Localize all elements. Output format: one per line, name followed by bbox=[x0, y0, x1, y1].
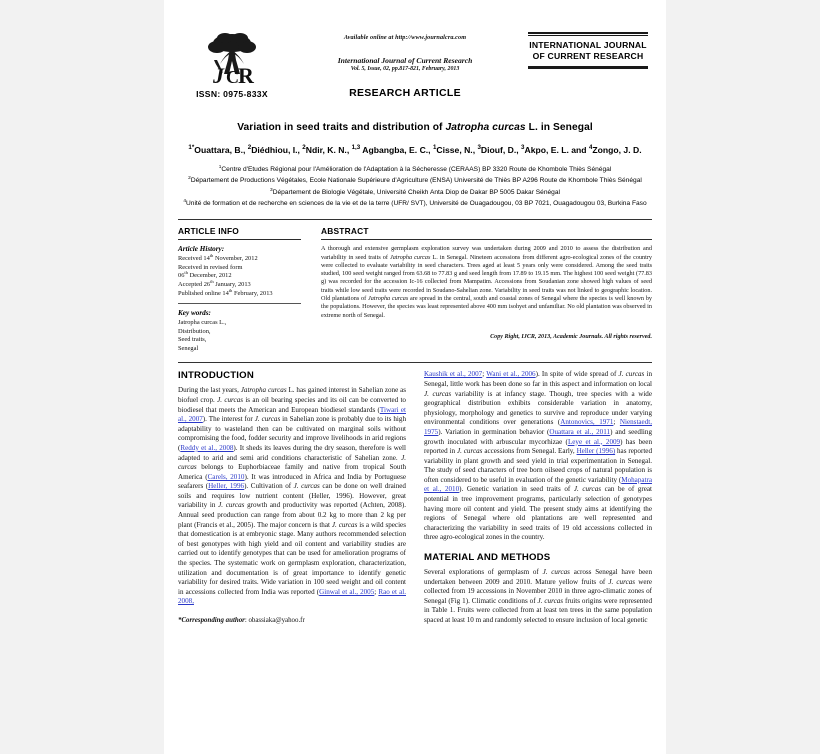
affiliation-3: $^3$Département de Biologie Végétale, Université Cheikh Anta Diop de Dakar BP 5005 Dakar Sénégal bbox=[270, 187, 560, 196]
history-line: Received in revised form bbox=[178, 263, 243, 271]
citation-text: Francis et al., 2005 bbox=[196, 520, 252, 529]
banner-rule-bottom bbox=[528, 67, 648, 69]
keyword-item: Senegal bbox=[178, 344, 199, 352]
title-part-2: L. in Senegal bbox=[525, 122, 593, 133]
citation-link[interactable]: Leye et al., 2009 bbox=[567, 437, 621, 446]
banner-line-2: OF CURRENT RESEARCH bbox=[532, 51, 644, 61]
intro-seg: ). Genetic variation in seed traits of bbox=[459, 485, 574, 494]
citation-link[interactable]: Nienstaedt, 1975 bbox=[424, 418, 652, 436]
document-page bbox=[164, 0, 666, 754]
intro-seg: ). Annual seed production can range from about 0.2 kg to more than 2 kg per plant ( bbox=[178, 501, 406, 529]
intro-species: J. curcas bbox=[217, 395, 244, 404]
available-online-text: Available online at http://www.journalcra.com bbox=[343, 34, 467, 41]
intro-seg: ) and seedling growth inoculated with arbuscular mycorhizae ( bbox=[424, 427, 652, 446]
abstract-bottom-divider bbox=[178, 362, 652, 363]
intro-seg: has reported variability in plant growth and seed yield in trial experimentation in Senegal. The study of seed characters of tree born oilseed crops of natural population is often considered to be useful in evaluation of the genetic variability ( bbox=[424, 447, 652, 484]
body-column-right bbox=[424, 370, 652, 625]
article-info-heading: ARTICLE INFO bbox=[178, 225, 240, 236]
journal-banner bbox=[524, 30, 652, 69]
intro-species: J. curcas bbox=[218, 501, 245, 510]
history-line: Published online 14th February, 2013 bbox=[178, 287, 273, 297]
material-methods-heading: MATERIAL AND METHODS bbox=[424, 552, 551, 564]
intro-seg: is an oil bearing species and its oil can be converted to biodiesel that meets the American and European biodiesel standards ( bbox=[178, 395, 406, 414]
citation-link[interactable]: Carels, 2010 bbox=[207, 472, 245, 481]
abstract-seg-1: A thorough and extensive germplasm exploration survey was undertaken during 2009 and 2010 to assess the distribution and variability in seed traits of bbox=[321, 245, 652, 261]
citation-link[interactable]: Mohapatra et al., 2010 bbox=[424, 475, 652, 494]
intro-seg: is a wild species that domestication is at embryonic stage. Many authors recommended selection of best genotypes with high yield and oil content and variability studies are carried out to identify genotypes that can be used for amelioration programs of the species. The systematic work on germplasm exploration, characterization, utilization and documentation is of great importance to identify genetic variability for desired traits. Wide variation in 100 seed weight and oil content in accessions collected from India was reported ( bbox=[178, 520, 406, 596]
intro-seg: growth and productivity was reported ( bbox=[244, 501, 363, 510]
citation-link[interactable]: Rao et al. 2008, bbox=[178, 587, 406, 606]
masthead-center bbox=[286, 30, 524, 99]
citation-link[interactable]: Ginwal et al., 2005 bbox=[319, 587, 375, 596]
intro-seg: L. has gained interest in Sahelian zone as biofuel crop. bbox=[178, 386, 406, 404]
journal-volume-text: Vol. 5, Issue, 02, pp.817-821, February, 2013 bbox=[350, 66, 460, 72]
intro-seg: During the last years, bbox=[178, 386, 241, 395]
jcr-tree-logo-icon bbox=[202, 30, 262, 86]
intro-species: J. curcas bbox=[424, 389, 452, 398]
masthead bbox=[178, 30, 652, 108]
page-title bbox=[178, 122, 652, 133]
svg-text:J: J bbox=[213, 63, 224, 86]
citation-link[interactable]: Heller, 1996 bbox=[208, 482, 245, 491]
keyword-item: Distribution, bbox=[178, 327, 211, 335]
intro-seg: accessions from Senegal. Early, bbox=[482, 447, 577, 456]
abstract-heading: ABSTRACT bbox=[321, 225, 369, 236]
mm-species: J. curcas bbox=[542, 568, 570, 577]
history-line: 06th December, 2012 bbox=[178, 270, 232, 280]
copyright-notice: Copy Right, IJCR, 2013, Academic Journals. All rights reserved. bbox=[490, 333, 652, 340]
material-methods-paragraph-1 bbox=[424, 568, 652, 626]
intro-species: J. curcas bbox=[254, 415, 281, 424]
intro-seg: ) has been reported in bbox=[424, 437, 652, 456]
citation-link[interactable]: Ouattara et al., 2011 bbox=[549, 427, 611, 436]
citation-link[interactable]: Heller (1996) bbox=[576, 447, 616, 456]
affiliations bbox=[178, 165, 652, 210]
title-part-1: Variation in seed traits and distribution of bbox=[237, 122, 446, 133]
author-list bbox=[178, 144, 652, 156]
body-two-column bbox=[178, 370, 652, 625]
svg-text:R: R bbox=[238, 63, 254, 86]
intro-seg: belongs to Euphorbiaceae family and native from tropical South America ( bbox=[178, 463, 406, 481]
intro-species: J. curcas bbox=[618, 370, 645, 379]
intro-seg: variability is at infancy stage. Though, tree species with a wide geographical distribution exhibits considerable variation in anatomy, physiology, morphology and genetics to survive and reproduce under varying environmental conditions over generations ( bbox=[424, 389, 652, 427]
citation-link[interactable]: Tiwari et al., 2007 bbox=[178, 405, 406, 424]
intro-seg: ). The interest for bbox=[202, 415, 255, 424]
intro-seg: ; bbox=[482, 370, 487, 379]
mm-seg: across Senegal have been undertaken between 2009 and 2010. Mature yellow fruits of bbox=[424, 568, 652, 586]
citation-text: Heller, 1996 bbox=[311, 491, 350, 500]
article-history-title: Article History: bbox=[178, 245, 225, 254]
introduction-paragraph-1 bbox=[178, 386, 406, 607]
history-line: Received 14th November, 2012 bbox=[178, 253, 258, 263]
keyword-item: Jatropha curcas L., bbox=[178, 318, 227, 326]
intro-seg: can be of great potential in tree improvement programs, particularly selection of genotypes having more oil content and yield. The present study aims at identifying the regions of Senegal where old plantations are well represented and characterizing the variability in seed traits of 19 old accessions collected in three agro-ecological zones in the country. bbox=[424, 485, 652, 542]
article-info-rule bbox=[178, 239, 301, 241]
abstract-seg-2: L. in Senegal. Nineteen accessions from different agro-ecological zones of the country were collected to evaluate variability in seed characters. Trees aged at least 5 years only were considered. Among the seed traits studied, 100 seed weight ranged from 63.68 to 77.83 g and seed length from 17.89 to 19.15 mm. The highest 100 seed weight (77.83 g) was recorded for the accession Ic-16 collected from Mampatim. Accessions from Soudanian zone showed high values of seed traits while low seed traits were recorded in Soudano-Sahelian zone. Variability in seed traits was not linked to geographic location. Old plantations of bbox=[321, 253, 652, 302]
abstract-seg-3: are spread in the central, south and coastal zones of Senegal where the species is well known by the populations. However, the species was least represented above 400 mm isohyet and unfamiliar. No old plantation was observed in extreme north of Senegal. bbox=[321, 295, 653, 319]
citation-link[interactable]: Antonovics, 1971 bbox=[560, 418, 614, 427]
citation-link[interactable]: Reddy et al., 2008 bbox=[180, 443, 234, 452]
banner-line-1: INTERNATIONAL JOURNAL bbox=[529, 40, 647, 50]
title-species: Jatropha curcas bbox=[445, 122, 526, 133]
introduction-paragraph-continued bbox=[424, 370, 652, 543]
citation-text: Achten, 2008 bbox=[362, 501, 402, 510]
affiliation-4: $^4$Unité de formation et de recherche en sciences de la vie et de la terre (UFR/ SVT), Université de Ouagadougou, 03 BP 7021, Ouagadougou 03, Burkina Faso bbox=[183, 199, 647, 208]
header-divider bbox=[178, 219, 652, 220]
article-info-column bbox=[178, 226, 311, 354]
abstract-column bbox=[311, 226, 652, 354]
intro-seg: ). Cultivation of bbox=[244, 482, 294, 491]
intro-seg: ). However, great variability in bbox=[178, 491, 406, 510]
intro-seg: ). The major concern is that bbox=[251, 520, 332, 529]
mm-seg: fruits origins were represented in Table 1. Fruits were collected from at least ten trees in the same population spaced at least 10 m and randomly selected to ensure inclusion of local genetic bbox=[424, 596, 652, 625]
affiliation-2: $^2$Département de Productions Végétales, Ecole Nationale Supérieure d'Agriculture (ENSA) Université de Thiès BP A296 Route de Khombole Thiès Sénégal bbox=[188, 176, 642, 185]
affiliation-1: $^1$Centre d'Etudes Régional pour l'Amélioration de l'Adaptation à la Sécheresse (CERAAS) BP 3320 Route de Khombole Thiès Sénégal bbox=[218, 164, 612, 173]
journal-banner-title bbox=[524, 36, 652, 65]
journal-logo-block bbox=[178, 30, 286, 99]
intro-species: J. curcas bbox=[456, 447, 483, 456]
introduction-heading: INTRODUCTION bbox=[178, 370, 254, 382]
journal-name-text: International Journal of Current Research bbox=[337, 56, 473, 65]
corresponding-author-email: : obassiaka@yahoo.fr bbox=[244, 617, 305, 625]
abstract-species-2: Jatropha curcas bbox=[368, 295, 409, 302]
intro-species: J. curcas bbox=[331, 520, 358, 529]
intro-seg: ). It was introduced in Africa and India by Portuguese seafarers ( bbox=[178, 472, 407, 491]
abstract-rule bbox=[321, 239, 652, 241]
intro-seg: in Senegal, little work has been done so far in this aspect and information on local bbox=[424, 370, 652, 388]
intro-species: J. curcas bbox=[573, 485, 601, 494]
history-line: Accepted 26th January, 2013 bbox=[178, 278, 251, 288]
mm-species: J. curcas bbox=[608, 577, 636, 586]
issn-text: ISSN: 0975-833X bbox=[196, 89, 268, 99]
abstract-species-1: Jatropha curcas bbox=[389, 253, 431, 261]
intro-seg: ). Variation in germination behavior ( bbox=[438, 427, 550, 436]
banner-rule-top bbox=[528, 32, 648, 34]
mm-seg: were collected from 19 accessions in November 2010 in three agro-climatic zones of Senegal (Fig 1). Climatic conditions of bbox=[424, 577, 652, 605]
body-column-left bbox=[178, 370, 406, 625]
author-names: $^{1*}$Ouattara, B., $^2$Diédhiou, I., $^2$Ndir, K. N., $^{1,3}$ Agbangba, E. C., $^1$Cisse, N., $^3$Diouf, D., $^3$Akpo, E. L. and $^4$Zongo, J. D. bbox=[188, 144, 642, 155]
intro-species: J. curcas bbox=[293, 482, 320, 491]
intro-seg: ). It sheds its leaves during the dry season, therefore is well adapted to arid and semi arid conditions characteristic of Sahelian zone. bbox=[178, 443, 406, 462]
corresponding-author bbox=[178, 617, 406, 624]
keywords-title: Key words: bbox=[178, 308, 211, 317]
intro-species: J. curcas bbox=[178, 453, 406, 472]
intro-seg: ). In spite of wide spread of bbox=[535, 370, 619, 379]
svg-text:C: C bbox=[226, 67, 239, 86]
intro-seg: can be done on well drained soils and requires low nutrient content ( bbox=[178, 482, 406, 500]
mm-species: J. curcas bbox=[537, 596, 564, 605]
citation-link[interactable]: Kaushik et al., 2007 bbox=[424, 370, 483, 379]
info-abstract-block bbox=[178, 226, 652, 354]
intro-seg: ; bbox=[374, 587, 379, 596]
mm-seg: Several explorations of germplasm of bbox=[424, 568, 543, 577]
keywords-divider bbox=[178, 303, 301, 304]
keyword-item: Seed traits, bbox=[178, 336, 207, 344]
research-article-label: RESEARCH ARTICLE bbox=[349, 87, 461, 99]
intro-seg: in Sahelian zone is probably due to its high adaptability to wasteland then can be cultivated on marginal soils without compromising the food, fodder security and improve livelihoods in arid regions ( bbox=[178, 415, 406, 452]
citation-link[interactable]: Wani et al., 2006 bbox=[486, 370, 536, 379]
corresponding-author-label: *Corresponding author bbox=[178, 617, 245, 625]
abstract-text bbox=[321, 245, 652, 320]
intro-seg: ; bbox=[613, 418, 620, 427]
intro-species: Jatropha curcas bbox=[240, 386, 287, 395]
